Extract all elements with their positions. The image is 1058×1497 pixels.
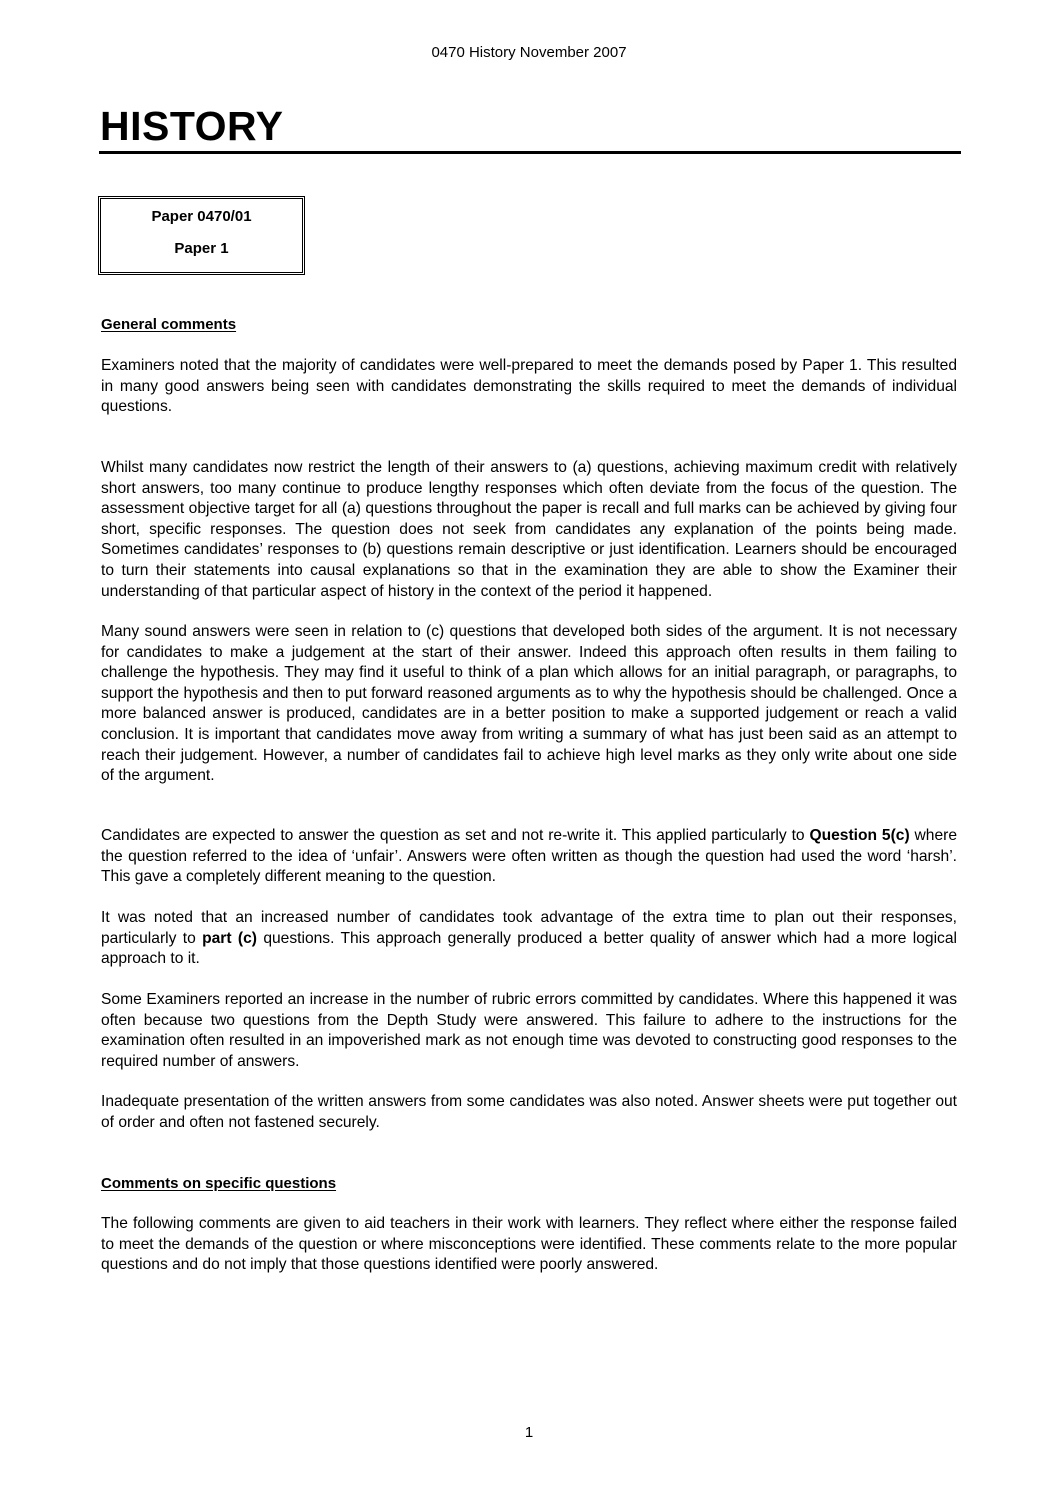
- general-paragraph-5: [101, 908, 957, 970]
- general-comments-heading: General comments: [101, 316, 237, 333]
- document-title: HISTORY: [100, 103, 284, 149]
- general-paragraph-1: Examiners noted that the majority of candidates were well-prepared to meet the demands posed by Paper 1. This resulted in many good answers being seen with candidates demonstrating the skills required to meet the demands of individual questions.: [101, 357, 957, 416]
- general-paragraph-3: Many sound answers were seen in relation to (c) questions that developed both sides of the argument. It is not necessary for candidates to make a judgement at the start of their answer. Indeed this approach often results in them failing to challenge the hypothesis. They may find it useful to think of a plan which allows for an initial paragraph, or paragraphs, to support the hypothesis and then to put forward reasoned arguments as to why the hypothesis should be challenged. Once a more balanced answer is produced, candidates are in a better position to make a supported judgement or reach a valid conclusion. It is important that candidates move away from writing a summary of what has just been said as an attempt to reach their judgement. However, a number of candidates fail to achieve high level marks as they only write about one side of the argument.: [101, 623, 957, 785]
- paragraph-text: Candidates are expected to answer the question as set and not re-write it. This applied particularly to: [101, 827, 810, 844]
- paragraph-text: questions. This approach generally produced a better quality of answer which had a more logical approach to it.: [101, 929, 957, 968]
- general-paragraph-4: [101, 826, 957, 888]
- page-number: 1: [524, 1424, 534, 1441]
- paper-code: Paper 0470/01: [151, 208, 252, 225]
- paper-box: [98, 196, 305, 275]
- paper-name: Paper 1: [174, 240, 229, 257]
- paragraph-text: where the question referred to the idea of ‘unfair’. Answers were often written as though the question had used the word ‘harsh’. This gave a completely different meaning to the question.: [101, 827, 957, 886]
- general-paragraph-2: Whilst many candidates now restrict the length of their answers to (a) questions, achieving maximum credit with relatively short answers, too many continue to produce lengthy responses which often deviate from the focus of the question. The assessment objective target for all (a) questions throughout the paper is recall and full marks can be achieved by giving four short, specific responses. The question does not seek from candidates any explanation of the points being made. Sometimes candidates’ responses to (b) questions remain descriptive or just identification. Learners should be encouraged to turn their statements into causal explanations so that in the examination they are able to show the Examiner their understanding of that particular aspect of history in the context of the period it happened.: [101, 459, 957, 600]
- specific-comments-heading: Comments on specific questions: [101, 1175, 337, 1192]
- general-paragraph-6: Some Examiners reported an increase in the number of rubric errors committed by candidates. Where this happened it was often because two questions from the Depth Study were answered. This failure to adhere to the instructions for the examination often resulted in an impoverished mark as not enough time was devoted to constructing good responses to the required number of answers.: [101, 991, 957, 1070]
- question-reference: Question 5(c): [809, 827, 910, 844]
- paragraph-text: It was noted that an increased number of candidates took advantage of the extra time to plan out their responses, particularly to: [101, 909, 957, 947]
- part-reference: part (c): [202, 929, 257, 947]
- running-header: 0470 History November 2007: [431, 44, 627, 61]
- specific-paragraph-1: The following comments are given to aid teachers in their work with learners. They reflect where either the response failed to meet the demands of the question or where misconceptions were identified. These comments relate to the more popular questions and do not imply that those questions identified were poorly answered.: [101, 1215, 957, 1274]
- general-paragraph-7: Inadequate presentation of the written answers from some candidates was also noted. Answer sheets were put together out of order and often not fastened securely.: [101, 1093, 957, 1131]
- title-rule: [99, 151, 961, 154]
